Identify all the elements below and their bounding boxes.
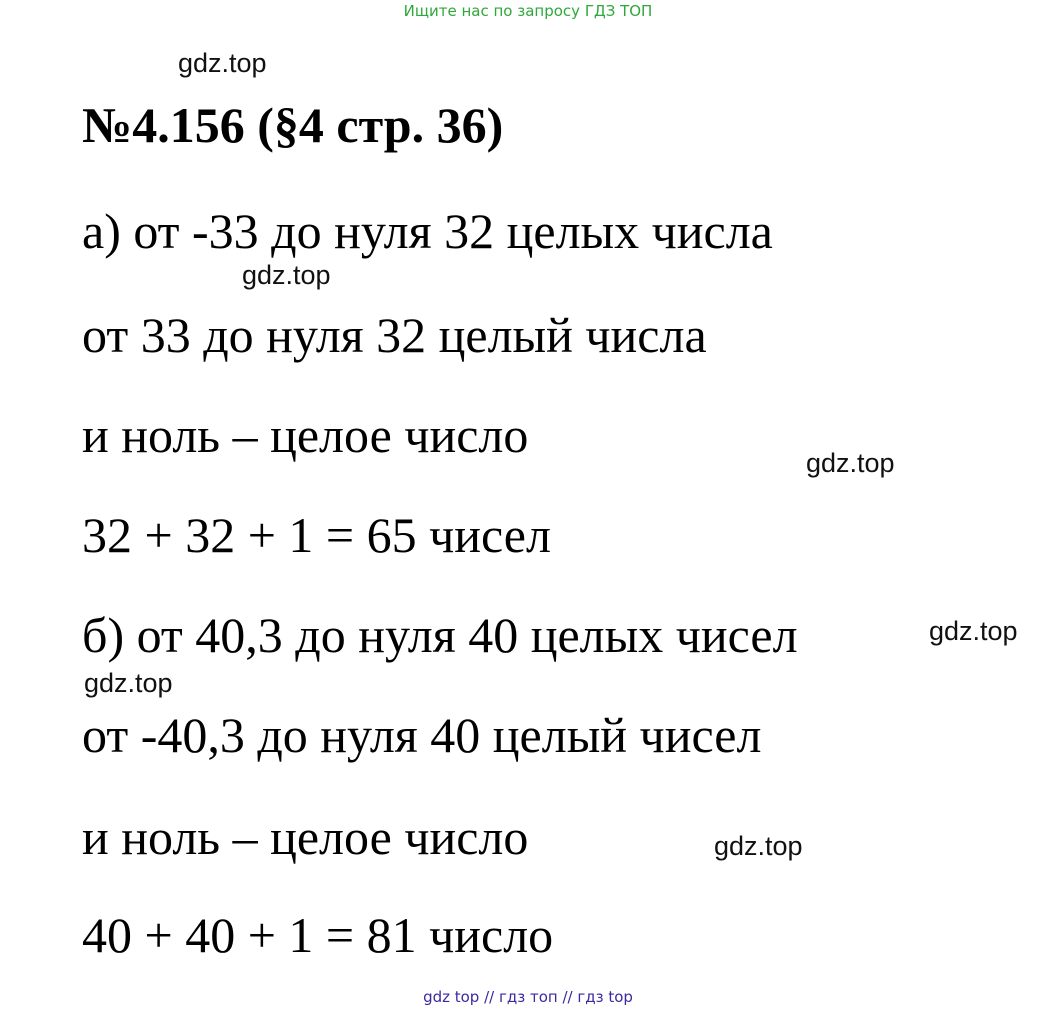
watermark: gdz.top — [242, 260, 331, 290]
solution-line-b4: 40 + 40 + 1 = 81 число — [82, 907, 554, 963]
footer-links: gdz top // гдз топ // гдз top — [423, 988, 633, 1006]
exercise-title: №4.156 (§4 стр. 36) — [82, 97, 504, 153]
watermark: gdz.top — [178, 48, 267, 78]
solution-line-a4: 32 + 32 + 1 = 65 чисел — [82, 507, 551, 563]
search-banner: Ищите нас по запросу ГДЗ ТОП — [403, 2, 653, 20]
watermark: gdz.top — [714, 831, 803, 861]
solution-line-a2: от 33 до нуля 32 целый числа — [82, 307, 707, 363]
solution-line-b2: от -40,3 до нуля 40 целый чисел — [82, 707, 762, 763]
watermark: gdz.top — [929, 616, 1018, 646]
watermark: gdz.top — [806, 448, 895, 478]
solution-line-a3: и ноль – целое число — [82, 407, 529, 463]
watermark: gdz.top — [84, 668, 173, 698]
solution-line-b1: б) от 40,3 до нуля 40 целых чисел — [82, 607, 798, 663]
solution-line-a1: а) от -33 до нуля 32 целых числа — [82, 203, 773, 259]
solution-line-b3: и ноль – целое число — [82, 809, 529, 865]
